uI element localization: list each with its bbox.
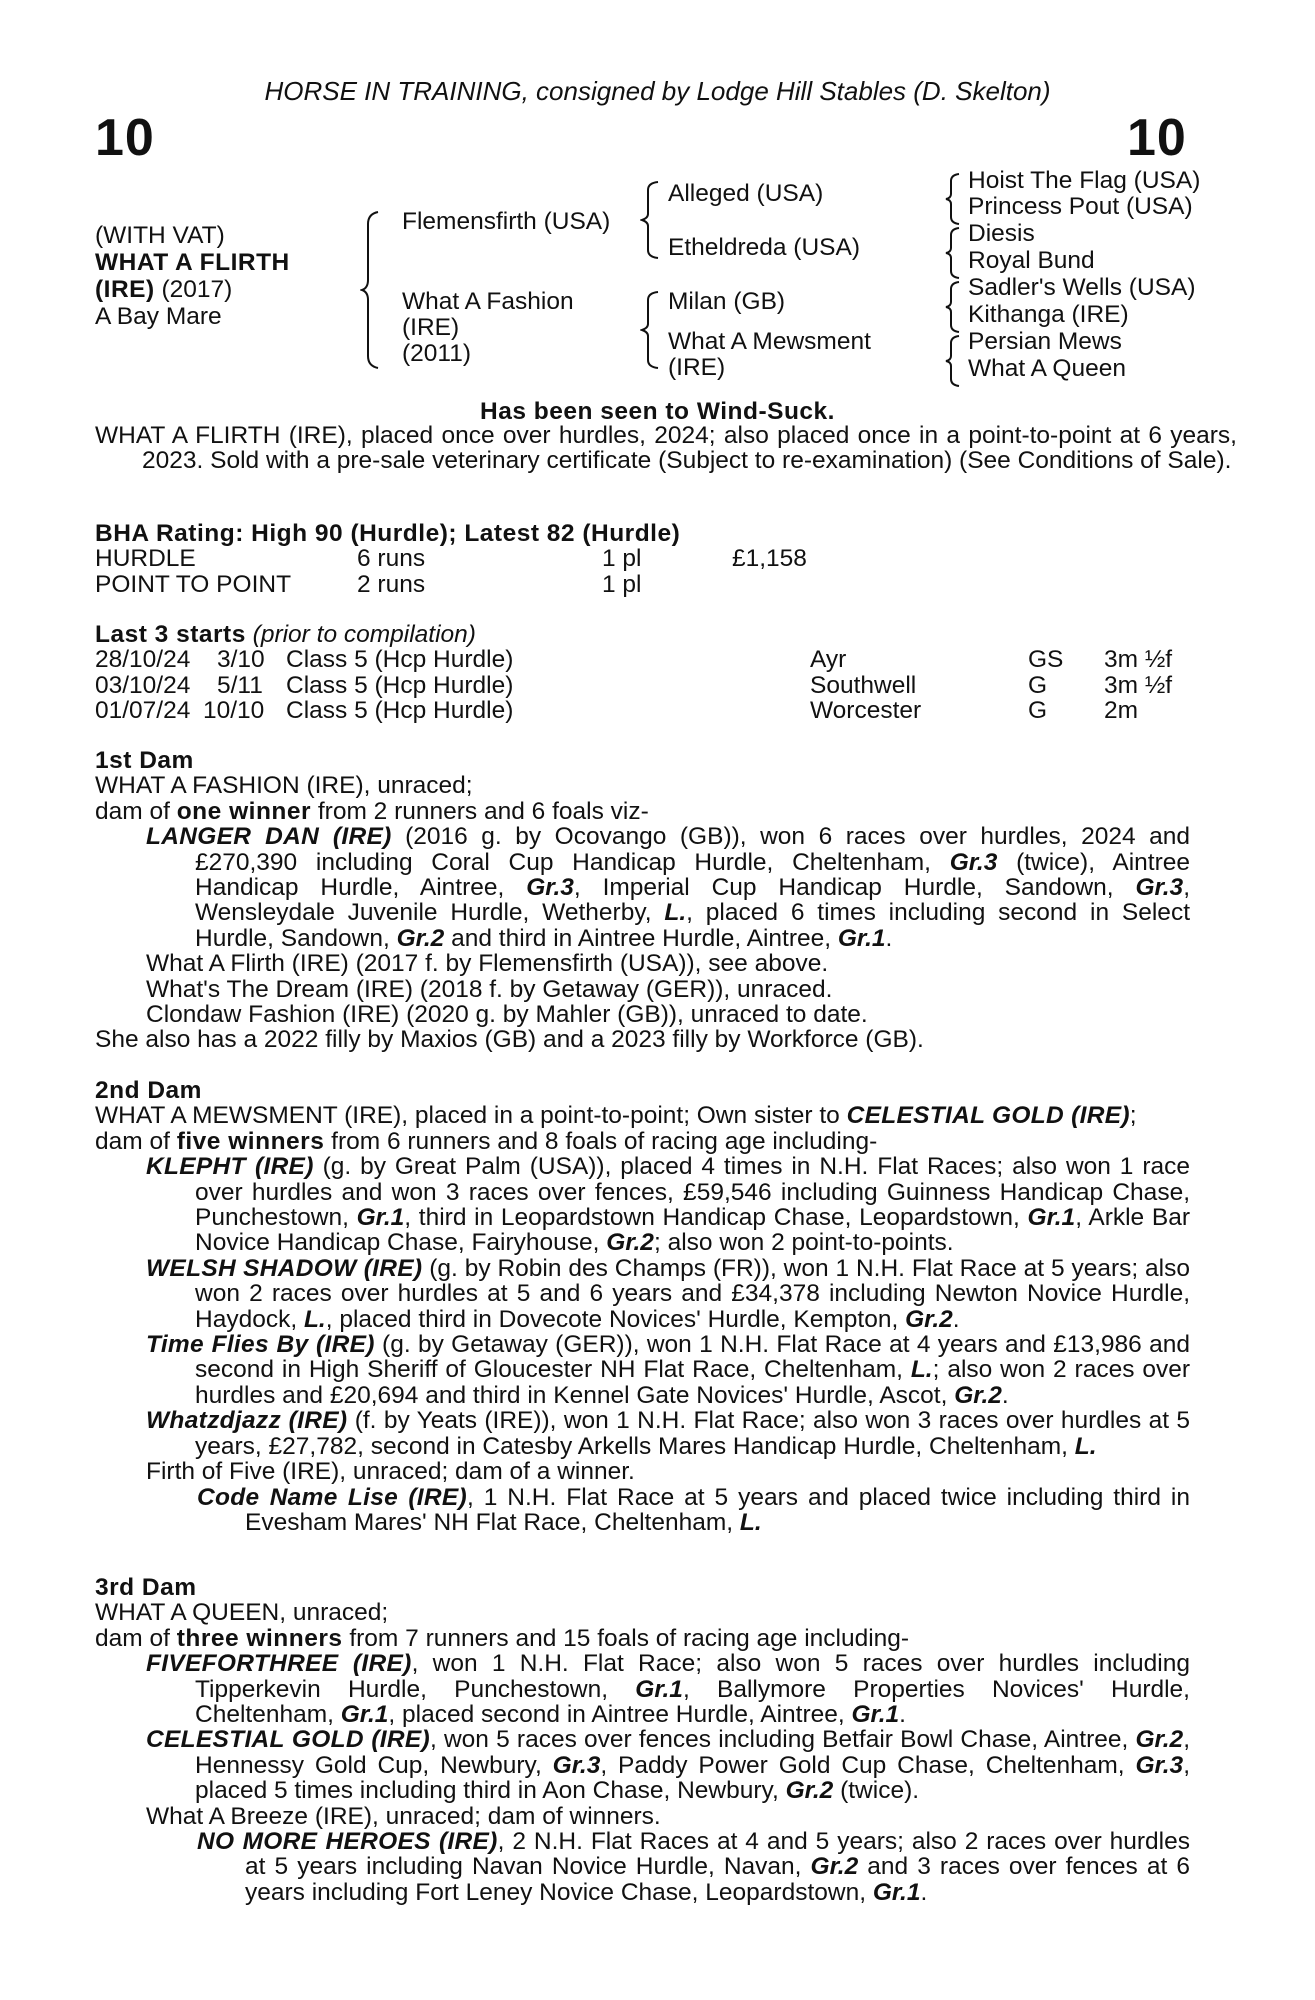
progeny-what-a-flirth: What A Flirth (IRE) (2017 f. by Flemensfirth (USA)), see above.	[146, 950, 829, 978]
grade: L.	[739, 1508, 762, 1536]
pedigree-brace-sire	[640, 180, 662, 260]
text: .	[952, 1305, 960, 1333]
pedigree-brace-main	[360, 210, 382, 370]
start-row	[95, 698, 1190, 723]
first-dam-line1: WHAT A FASHION (IRE), unraced;	[95, 772, 473, 800]
start-date: 01/07/24	[95, 697, 191, 725]
winners-count: three winners	[176, 1624, 343, 1652]
horse-name: WELSH SHADOW (IRE)	[146, 1254, 423, 1282]
bha-placed: 1 pl	[602, 570, 642, 598]
catalogue-header: HORSE IN TRAINING, consigned by Lodge Hill Stables (D. Skelton)	[264, 76, 1051, 106]
text: (g. by Great Palm (USA)), placed 4 times in N.H. Flat Races; also won 1 race over hurdles and won 3 races over fences, £59,546 including Guinness Handicap Chase, Punchestown,	[195, 1153, 1190, 1232]
pedigree-dam-dam-line1: What A Mewsment	[668, 328, 871, 355]
third-dam-section	[95, 1575, 1190, 1905]
progeny-firth-of-five: Firth of Five (IRE), unraced; dam of a winner.	[146, 1458, 635, 1486]
third-dam-title: 3rd Dam	[95, 1574, 197, 1601]
winners-count: five winners	[176, 1127, 325, 1155]
text: .	[1001, 1381, 1009, 1409]
text: , Wensleydale Juvenile Hurdle, Wetherby,	[195, 874, 1190, 927]
progeny-code-name-lise	[197, 1485, 1190, 1536]
text: ; also won 2 point-to-points.	[653, 1229, 954, 1257]
first-dam-section	[95, 748, 1190, 1053]
text: (2016 g. by Ocovango (GB)), won 6 races over hurdles, 2024 and £270,390 including Coral Cup Handicap Hurdle, Cheltenham,	[195, 823, 1190, 876]
horse-name: NO MORE HEROES (IRE)	[197, 1828, 498, 1856]
bha-runs: 6 runs	[357, 545, 426, 573]
grade: Gr.1	[851, 1701, 900, 1729]
grade: Gr.2	[606, 1229, 654, 1257]
progeny-time-flies-by	[146, 1332, 1190, 1408]
second-dam-line1	[95, 1103, 1190, 1128]
pedigree-sss: Hoist The Flag (USA)	[968, 167, 1201, 194]
grade: Gr.2	[810, 1853, 859, 1881]
start-going: G	[1028, 671, 1048, 699]
text: from 7 runners and 15 foals of racing age including-	[342, 1624, 910, 1652]
bha-type: HURDLE	[95, 545, 196, 573]
second-dam-section	[95, 1078, 1190, 1535]
progeny-what-a-breeze: What A Breeze (IRE), unraced; dam of winners.	[146, 1802, 661, 1830]
start-row	[95, 673, 1190, 698]
grade: Gr.2	[396, 924, 445, 952]
pedigree-dss: Sadler's Wells (USA)	[968, 274, 1196, 301]
start-race: Class 5 (Hcp Hurdle)	[286, 671, 514, 699]
text: WHAT A MEWSMENT (IRE), placed in a point-to-point; Own sister to	[95, 1102, 847, 1130]
horse-name: WHAT A FLIRTH	[95, 249, 290, 276]
text: , 1 N.H. Flat Race at 5 years and placed twice including third in Evesham Mares' NH Flat Race, Cheltenham,	[245, 1483, 1190, 1536]
grade: Gr.1	[356, 1204, 405, 1232]
text: ;	[1129, 1102, 1137, 1130]
progeny-clondaw-fashion: Clondaw Fashion (IRE) (2020 g. by Mahler (GB)), unraced to date.	[146, 1001, 868, 1029]
grade: L.	[910, 1356, 933, 1384]
text: (g. by Getaway (GER)), won 1 N.H. Flat Race at 4 years and £13,986 and second in High Sheriff of Gloucester NH Flat Race, Cheltenham,	[195, 1331, 1190, 1384]
bha-type: POINT TO POINT	[95, 570, 292, 598]
pedigree-dam-line2: (IRE)	[402, 314, 460, 341]
progeny-no-more-heroes	[197, 1829, 1190, 1905]
text: .	[920, 1878, 928, 1906]
start-distance: 3m ½f	[1104, 646, 1173, 674]
text: , Imperial Cup Handicap Hurdle, Sandown,	[573, 874, 1136, 902]
pedigree-dds: Persian Mews	[968, 328, 1122, 355]
text: (f. by Yeats (IRE)), won 1 N.H. Flat Race; also won 3 races over hurdles at 5 years, £27,782, second in Catesby Arkells Mares Handicap Hurdle, Cheltenham,	[195, 1407, 1190, 1460]
text: (g. by Robin des Champs (FR)), won 1 N.H. Flat Race at 5 years; also won 2 races over hurdles at 5 and 6 years and £34,378 including Newton Novice Hurdle, Haydock,	[195, 1254, 1190, 1333]
start-position: 10/10	[203, 697, 265, 725]
start-position: 3/10	[217, 646, 265, 674]
text: , Arkle Bar Novice Handicap Chase, Fairyhouse,	[195, 1204, 1191, 1257]
start-course: Ayr	[810, 646, 847, 674]
grade: Gr.3	[949, 848, 998, 876]
text: , Paddy Power Gold Cup Chase, Cheltenham,	[600, 1751, 1136, 1779]
horse-name: KLEPHT (IRE)	[146, 1153, 314, 1181]
pedigree-dam-line3: (2011)	[402, 340, 472, 367]
grade: Gr.1	[1027, 1204, 1076, 1232]
intro-paragraph: WHAT A FLIRTH (IRE), placed once over hurdles, 2024; also placed once in a point-to-point at 6 years, 2023. Sold with a pre-sale veterinary certificate (Subject to re-examination) (See Conditions of Sale).	[95, 422, 1237, 475]
first-dam-title: 1st Dam	[95, 747, 194, 774]
pedigree-sire-sire: Alleged (USA)	[668, 180, 824, 207]
grade: Gr.2	[1135, 1726, 1184, 1754]
text: , won 5 races over fences including Betfair Bowl Chase, Aintree,	[429, 1726, 1136, 1754]
bha-section	[95, 521, 1190, 597]
horse-description: A Bay Mare	[95, 303, 222, 330]
text: ; also won 2 races over hurdles and £20,694 and third in Kennel Gate Novices' Hurdle, Ascot,	[195, 1356, 1190, 1409]
pedigree-brace-dam	[640, 290, 662, 370]
text: , won 1 N.H. Flat Race; also won 5 races over hurdles including Tipperkevin Hurdle, Punchestown,	[195, 1650, 1190, 1703]
pedigree-ssd: Princess Pout (USA)	[968, 193, 1193, 220]
pedigree-brace-dd	[944, 334, 964, 388]
text: and third in Aintree Hurdle, Aintree,	[444, 924, 838, 952]
pedigree-sdd: Royal Bund	[968, 247, 1095, 274]
bha-prize: £1,158	[732, 545, 807, 573]
pedigree-dam-dam-line2: (IRE)	[668, 354, 726, 381]
last-starts-section	[95, 622, 1190, 724]
grade: Gr.1	[340, 1701, 389, 1729]
pedigree-dam-line1: What A Fashion	[402, 288, 574, 315]
last-starts-heading	[95, 622, 1190, 647]
text: (twice).	[833, 1777, 920, 1805]
text: , Ballymore Properties Novices' Hurdle, Cheltenham,	[195, 1675, 1190, 1729]
second-dam-line2	[95, 1129, 1190, 1154]
start-distance: 2m	[1104, 697, 1139, 725]
text: , placed 5 times including third in Aon Chase, Newbury,	[195, 1751, 1190, 1805]
start-going: GS	[1028, 646, 1064, 674]
pedigree-dsd: Kithanga (IRE)	[968, 301, 1129, 328]
grade: L.	[303, 1305, 326, 1333]
text: from 6 runners and 8 foals of racing age including-	[324, 1127, 878, 1155]
wind-suck-note: Has been seen to Wind-Suck.	[480, 398, 835, 425]
progeny-whats-the-dream: What's The Dream (IRE) (2018 f. by Getaway (GER)), unraced.	[146, 975, 833, 1003]
horse-name: Time Flies By (IRE)	[146, 1331, 375, 1359]
pedigree-sire: Flemensfirth (USA)	[402, 208, 611, 235]
text: from 2 runners and 6 foals viz-	[311, 797, 649, 825]
bha-title: BHA Rating: High 90 (Hurdle); Latest 82 (Hurdle)	[95, 520, 681, 547]
text: , placed 6 times including second in Select Hurdle, Sandown,	[195, 899, 1190, 952]
progeny-whatzdjazz	[146, 1408, 1190, 1459]
bha-row	[95, 572, 1190, 597]
horse-name: CELESTIAL GOLD (IRE)	[146, 1726, 430, 1754]
horse-origin: (IRE)	[95, 276, 155, 303]
start-race: Class 5 (Hcp Hurdle)	[286, 646, 514, 674]
grade: Gr.3	[526, 874, 574, 902]
text: dam of	[95, 1127, 177, 1155]
pedigree-brace-ss	[944, 172, 964, 226]
third-dam-line2	[95, 1626, 1190, 1651]
last-starts-note: (prior to compilation)	[245, 621, 476, 648]
text: and 3 races over fences at 6 years including Fort Leney Novice Chase, Leopardstown,	[245, 1853, 1190, 1906]
text: , third in Leopardstown Handicap Chase, Leopardstown,	[404, 1204, 1028, 1232]
text: dam of	[95, 1624, 177, 1652]
start-position: 5/11	[217, 671, 263, 699]
text: , placed third in Dovecote Novices' Hurdle, Kempton,	[325, 1305, 906, 1333]
progeny-fiveforthree	[146, 1651, 1190, 1727]
progeny-klepht	[146, 1154, 1190, 1256]
horse-name: FIVEFORTHREE (IRE)	[146, 1650, 412, 1678]
text: , Hennessy Gold Cup, Newbury,	[195, 1726, 1190, 1779]
grade: Gr.3	[552, 1751, 601, 1779]
grade: Gr.1	[837, 924, 886, 952]
grade: Gr.3	[1135, 874, 1184, 902]
text: .	[885, 924, 893, 952]
start-row	[95, 647, 1190, 672]
horse-year: (2017)	[154, 276, 233, 303]
winners-count: one winner	[176, 797, 312, 825]
grade: Gr.2	[954, 1381, 1002, 1409]
pedigree-ddd: What A Queen	[968, 355, 1126, 382]
first-dam-line2	[95, 799, 1190, 824]
horse-name: Code Name Lise (IRE)	[197, 1483, 467, 1511]
progeny-langer-dan	[146, 824, 1190, 951]
second-dam-title: 2nd Dam	[95, 1077, 202, 1104]
horse-name: LANGER DAN (IRE)	[146, 823, 392, 851]
text: .	[899, 1701, 906, 1729]
start-going: G	[1028, 697, 1048, 725]
text: , placed second in Aintree Hurdle, Aintree,	[388, 1701, 852, 1729]
text: , 2 N.H. Flat Races at 4 and 5 years; also 2 races over hurdles at 5 years including Navan Novice Hurdle, Navan,	[245, 1828, 1190, 1881]
pedigree-brace-sd	[944, 226, 964, 280]
vat-note: (WITH VAT)	[95, 222, 225, 249]
third-dam-line1: WHAT A QUEEN, unraced;	[95, 1599, 389, 1627]
pedigree-brace-ds	[944, 280, 964, 334]
pedigree-dam-sire: Milan (GB)	[668, 288, 786, 315]
bha-runs: 2 runs	[357, 570, 426, 598]
pedigree-sire-dam: Etheldreda (USA)	[668, 234, 861, 261]
start-course: Worcester	[810, 697, 922, 725]
text: (twice), Aintree Handicap Hurdle, Aintree,	[195, 848, 1190, 902]
grade: L.	[1074, 1432, 1097, 1460]
grade: Gr.1	[635, 1675, 683, 1703]
grade: Gr.2	[785, 1777, 834, 1805]
start-distance: 3m ½f	[1104, 671, 1173, 699]
lot-number-right: 10	[1127, 109, 1187, 167]
first-dam-also: She also has a 2022 filly by Maxios (GB) and a 2023 filly by Workforce (GB).	[95, 1026, 924, 1054]
bha-placed: 1 pl	[602, 545, 642, 573]
horse-name: Whatzdjazz (IRE)	[146, 1407, 348, 1435]
lot-number-left: 10	[95, 109, 155, 167]
grade: Gr.2	[905, 1305, 953, 1333]
start-course: Southwell	[810, 671, 917, 699]
bha-row	[95, 546, 1190, 571]
pedigree-sds: Diesis	[968, 220, 1035, 247]
text: dam of	[95, 797, 177, 825]
last-starts-title: Last 3 starts	[95, 621, 246, 648]
horse-origin-year	[95, 277, 232, 304]
start-race: Class 5 (Hcp Hurdle)	[286, 697, 514, 725]
progeny-celestial-gold	[146, 1727, 1190, 1803]
grade: Gr.1	[872, 1878, 921, 1906]
start-date: 03/10/24	[95, 671, 191, 699]
horse-name: CELESTIAL GOLD (IRE)	[846, 1102, 1130, 1130]
grade: L.	[664, 899, 687, 927]
grade: Gr.3	[1135, 1751, 1184, 1779]
start-date: 28/10/24	[95, 646, 191, 674]
progeny-welsh-shadow	[146, 1256, 1190, 1332]
